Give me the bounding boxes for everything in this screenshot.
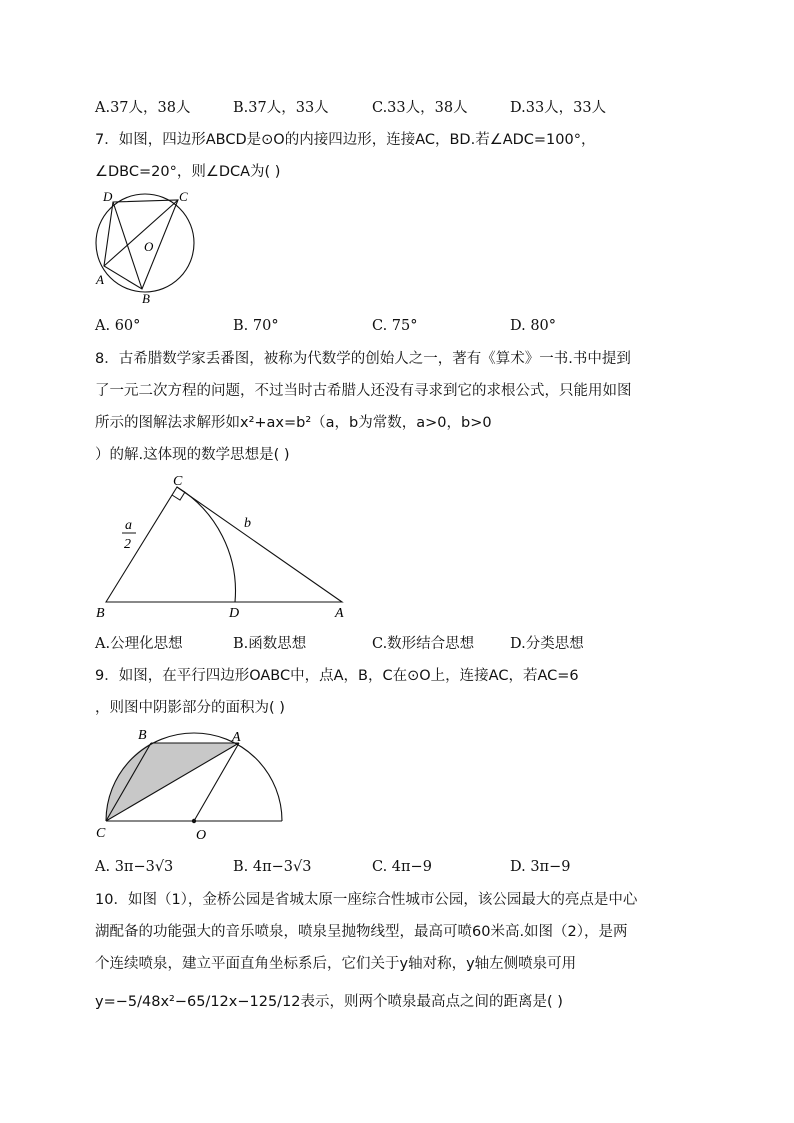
q9-label-c: C (96, 826, 106, 841)
q7-stem-line2: ∠DBC=20°，则∠DCA为( ) (95, 164, 281, 180)
q9-option-a[interactable]: A. 3π−3√3 (95, 859, 174, 875)
q9-label-b: B (138, 728, 147, 743)
q7-circle-figure (90, 188, 202, 306)
q7-option-b[interactable]: B. 70° (233, 318, 279, 334)
q8-label-c: C (173, 474, 183, 489)
q7-label-a: A (96, 272, 104, 287)
q9-label-o: O (196, 828, 207, 843)
q8-label-a-num: a (125, 518, 132, 533)
q8-option-b[interactable]: B.函数思想 (233, 636, 307, 652)
q8-triangle (106, 487, 342, 602)
q7-label-b: B (142, 291, 150, 306)
q10-stem-line2: 湖配备的功能强大的音乐喷泉，喷泉呈抛物线型，最高可喷60米高.如图（2），是两 (95, 924, 628, 940)
q8-arc (177, 487, 235, 602)
q6-option-a[interactable]: A.37人，38人 (95, 100, 191, 116)
q8-option-c[interactable]: C.数形结合思想 (372, 636, 475, 652)
q8-option-d[interactable]: D.分类思想 (510, 636, 584, 652)
q7-label-o: O (144, 239, 154, 254)
q8-label-a-den: 2 (124, 537, 131, 552)
q7-label-c: C (179, 189, 188, 204)
q7-option-d[interactable]: D. 80° (510, 318, 557, 334)
q8-label-d: D (229, 606, 240, 621)
q9-stem-line1: 9．如图，在平行四边形OABC中，点A，B，C在⊙O上，连接AC，若AC=6 (95, 668, 579, 684)
q8-label-b: B (96, 606, 105, 621)
q10-stem-line4: y=−5/48x²−65/12x−125/12表示，则两个喷泉最高点之间的距离是( ) (95, 994, 563, 1010)
q8-triangle-figure (92, 470, 352, 622)
q7-label-d: D (103, 189, 113, 204)
q9-option-b[interactable]: B. 4π−3√3 (233, 859, 312, 875)
q7-diagonal-bd (113, 202, 142, 289)
q9-option-d[interactable]: D. 3π−9 (510, 859, 571, 875)
q7-option-a[interactable]: A. 60° (95, 318, 141, 334)
q6-option-b[interactable]: B.37人，33人 (233, 100, 329, 116)
q10-stem-line1: 10．如图（1），金桥公园是省城太原一座综合性城市公园，该公园最大的亮点是中心 (95, 892, 638, 908)
q9-option-c[interactable]: C. 4π−9 (372, 859, 432, 875)
q9-stem-line2: ，则图中阴影部分的面积为( ) (95, 700, 285, 716)
q7-option-c[interactable]: C. 75° (372, 318, 418, 334)
q8-stem-line4: ）的解.这体现的数学思想是( ) (95, 447, 290, 463)
q8-option-a[interactable]: A.公理化思想 (95, 636, 183, 652)
q7-quadrilateral (104, 200, 178, 289)
q7-stem-line1: 7．如图，四边形ABCD是⊙O的内接四边形，连接AC，BD.若∠ADC=100°， (95, 132, 596, 148)
q9-label-a: A (232, 730, 241, 745)
q6-option-d[interactable]: D.33人，33人 (510, 100, 607, 116)
q9-center-point (192, 819, 196, 823)
q8-stem-line3: 所示的图解法求解形如x²+ax=b²（a，b为常数，a>0，b>0 (95, 415, 492, 431)
q8-label-b-side: b (244, 516, 251, 531)
q6-option-c[interactable]: C.33人，38人 (372, 100, 468, 116)
q10-stem-line3: 个连续喷泉，建立平面直角坐标系后，它们关于y轴对称，y轴左侧喷泉可用 (95, 956, 577, 972)
q9-semicircle-figure (92, 722, 292, 846)
q8-label-a: A (335, 606, 344, 621)
q8-stem-line1: 8．古希腊数学家丢番图，被称为代数学的创始人之一，著有《算术》一书.书中提到 (95, 351, 631, 367)
q8-stem-line2: 了一元二次方程的问题，不过当时古希腊人还没有寻求到它的求根公式，只能用如图 (95, 383, 632, 399)
q8-right-angle-mark (172, 492, 185, 500)
